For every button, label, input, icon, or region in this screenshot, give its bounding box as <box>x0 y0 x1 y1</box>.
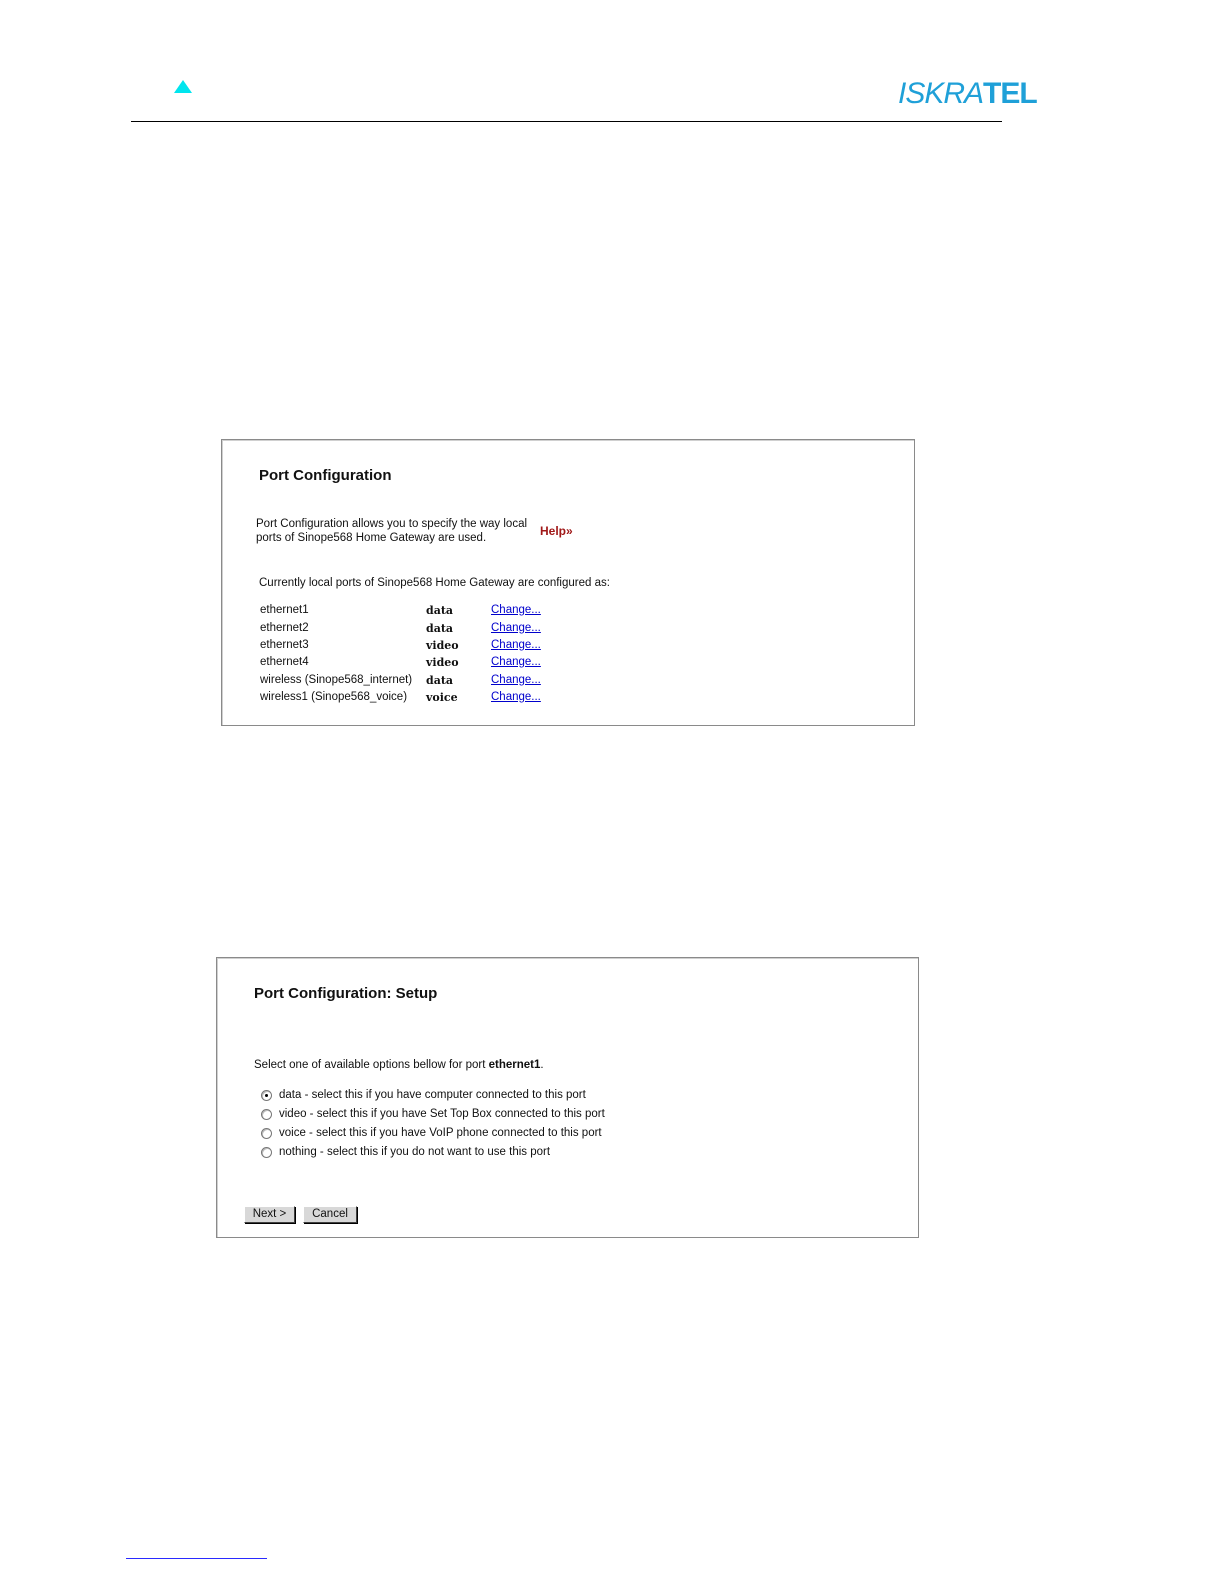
port-name: ethernet4 <box>260 656 309 668</box>
next-button[interactable]: Next > <box>244 1206 295 1223</box>
change-link[interactable]: Change... <box>491 656 541 668</box>
change-link[interactable]: Change... <box>491 622 541 634</box>
page-title: Port Configuration <box>259 467 392 484</box>
help-label: Help <box>540 524 567 538</box>
change-link[interactable]: Change... <box>491 639 541 651</box>
port-name: ethernet3 <box>260 639 309 651</box>
prompt-port: ethernet1 <box>488 1059 541 1071</box>
port-configuration-panel <box>221 439 915 726</box>
setup-prompt <box>254 1058 544 1072</box>
logo-text-bold: TEL <box>983 77 1037 110</box>
change-link[interactable]: Change... <box>491 604 541 616</box>
option-label: voice - select this if you have VoIP phone connected to this port <box>279 1127 602 1139</box>
port-type: data <box>426 674 454 687</box>
port-name: wireless (Sinope568_internet) <box>260 674 413 686</box>
port-configuration-setup-panel <box>216 957 919 1238</box>
double-chevron-right-icon: » <box>566 524 570 538</box>
port-type: voice <box>426 691 458 704</box>
footer-link-line <box>126 1558 267 1559</box>
up-arrow-icon[interactable] <box>174 80 192 93</box>
port-type: data <box>426 622 454 635</box>
radio-voice[interactable] <box>261 1128 272 1139</box>
radio-video[interactable] <box>261 1109 272 1120</box>
radio-nothing[interactable] <box>261 1147 272 1158</box>
change-link[interactable]: Change... <box>491 674 541 686</box>
prompt-prefix: Select one of available options bellow for port <box>254 1059 489 1071</box>
port-name: ethernet1 <box>260 604 309 616</box>
help-link[interactable] <box>540 524 570 538</box>
radio-data[interactable] <box>261 1090 272 1101</box>
option-label: nothing - select this if you do not want to use this port <box>279 1146 551 1158</box>
cancel-button[interactable]: Cancel <box>303 1206 357 1223</box>
port-name: wireless1 (Sinope568_voice) <box>260 691 408 703</box>
setup-title: Port Configuration: Setup <box>254 985 438 1002</box>
port-name: ethernet2 <box>260 622 309 634</box>
option-label: video - select this if you have Set Top Box connected to this port <box>279 1108 605 1120</box>
prompt-suffix: . <box>540 1059 544 1071</box>
port-type: video <box>426 656 459 669</box>
change-link[interactable]: Change... <box>491 691 541 703</box>
description-line-2: ports of Sinope568 Home Gateway are used. <box>256 532 487 544</box>
iskratel-logo <box>898 78 1037 110</box>
port-type: video <box>426 639 459 652</box>
logo-text-light: ISKRA <box>898 77 984 110</box>
status-intro: Currently local ports of Sinope568 Home Gateway are configured as: <box>259 577 610 589</box>
description-line-1: Port Configuration allows you to specify the way local <box>256 518 528 530</box>
option-label: data - select this if you have computer connected to this port <box>279 1089 586 1101</box>
header-divider <box>131 121 1002 122</box>
port-type: data <box>426 604 454 617</box>
